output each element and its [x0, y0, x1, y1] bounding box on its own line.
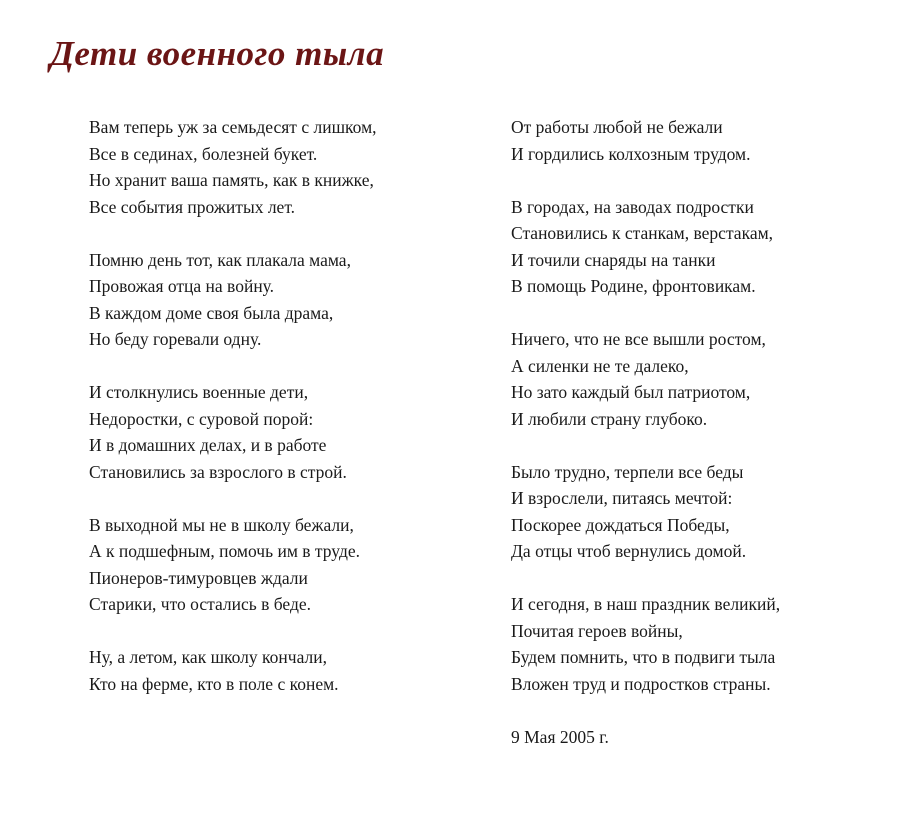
poem-line: В помощь Родине, фронтовикам.: [511, 276, 756, 296]
poem-line: Пионеров-тимуровцев ждали: [89, 567, 308, 588]
poem-line: А к подшефным, помочь им в труде.: [89, 541, 360, 561]
poem-line: Вам теперь уж за семьдесят с лишком,: [89, 117, 377, 137]
poem-line: От работы любой не бежали: [511, 117, 723, 137]
stanza: [89, 114, 489, 220]
stanza: [511, 459, 911, 565]
poem-line: Помню день тот, как плакала мама,: [89, 249, 351, 270]
poem-line: Ничего, что не все вышли ростом,: [511, 329, 766, 349]
poem-line: В каждом доме своя была драма,: [89, 302, 334, 323]
poem-line: В городах, на заводах подростки: [511, 196, 754, 217]
poem-line: Недоростки, с суровой порой:: [89, 408, 314, 429]
poem-line: И сегодня, в наш праздник великий,: [511, 594, 781, 614]
poem-line: Поскорее дождаться Победы,: [511, 514, 730, 535]
poem-line: Почитая героев войны,: [511, 620, 683, 641]
stanza: [89, 512, 489, 618]
poem-line: Провожая отца на войну.: [89, 276, 275, 296]
poem-line: Было трудно, терпели все беды: [511, 461, 744, 482]
poem-line: В выходной мы не в школу бежали,: [89, 514, 354, 535]
poem-line: Все в сединах, болезней букет.: [89, 143, 318, 164]
stanza: [511, 326, 911, 432]
right-column: [511, 114, 911, 750]
poem-line: Но зато каждый был патриотом,: [511, 382, 751, 402]
poem-line: Вложен труд и подростков страны.: [511, 673, 771, 694]
poem-line: Но хранит ваша память, как в книжке,: [89, 170, 374, 190]
stanza: [89, 644, 489, 697]
poem-line: Да отцы чтоб вернулись домой.: [511, 541, 747, 561]
stanza: [511, 114, 911, 167]
stanza: [511, 591, 911, 697]
poem-line: Но беду горевали одну.: [89, 329, 262, 349]
poem-line: И точили снаряды на танки: [511, 249, 716, 270]
poem-title: Дети военного тыла: [50, 34, 385, 73]
poem-line: И столкнулись военные дети,: [89, 382, 309, 402]
left-column: [89, 114, 489, 724]
poem-date: 9 Мая 2005 г.: [511, 726, 609, 747]
poem-line: Будем помнить, что в подвиги тыла: [511, 647, 776, 667]
poem-line: И взрослели, питаясь мечтой:: [511, 488, 733, 508]
poem-line: Становились к станкам, верстакам,: [511, 223, 774, 243]
poem-line: И любили страну глубоко.: [511, 408, 708, 429]
poem-line: И гордились колхозным трудом.: [511, 143, 751, 164]
poem-line: Ну, а летом, как школу кончали,: [89, 647, 327, 667]
stanza: [89, 247, 489, 353]
poem-line: Старики, что остались в беде.: [89, 594, 311, 614]
poem-line: И в домашних делах, и в работе: [89, 435, 327, 455]
poem-line: Становились за взрослого в строй.: [89, 461, 347, 482]
stanza: [89, 379, 489, 485]
poem-line: А силенки не те далеко,: [511, 355, 689, 376]
poem-line: Все события прожитых лет.: [89, 196, 296, 217]
stanza: [511, 194, 911, 300]
poem-line: Кто на ферме, кто в поле с конем.: [89, 673, 339, 694]
